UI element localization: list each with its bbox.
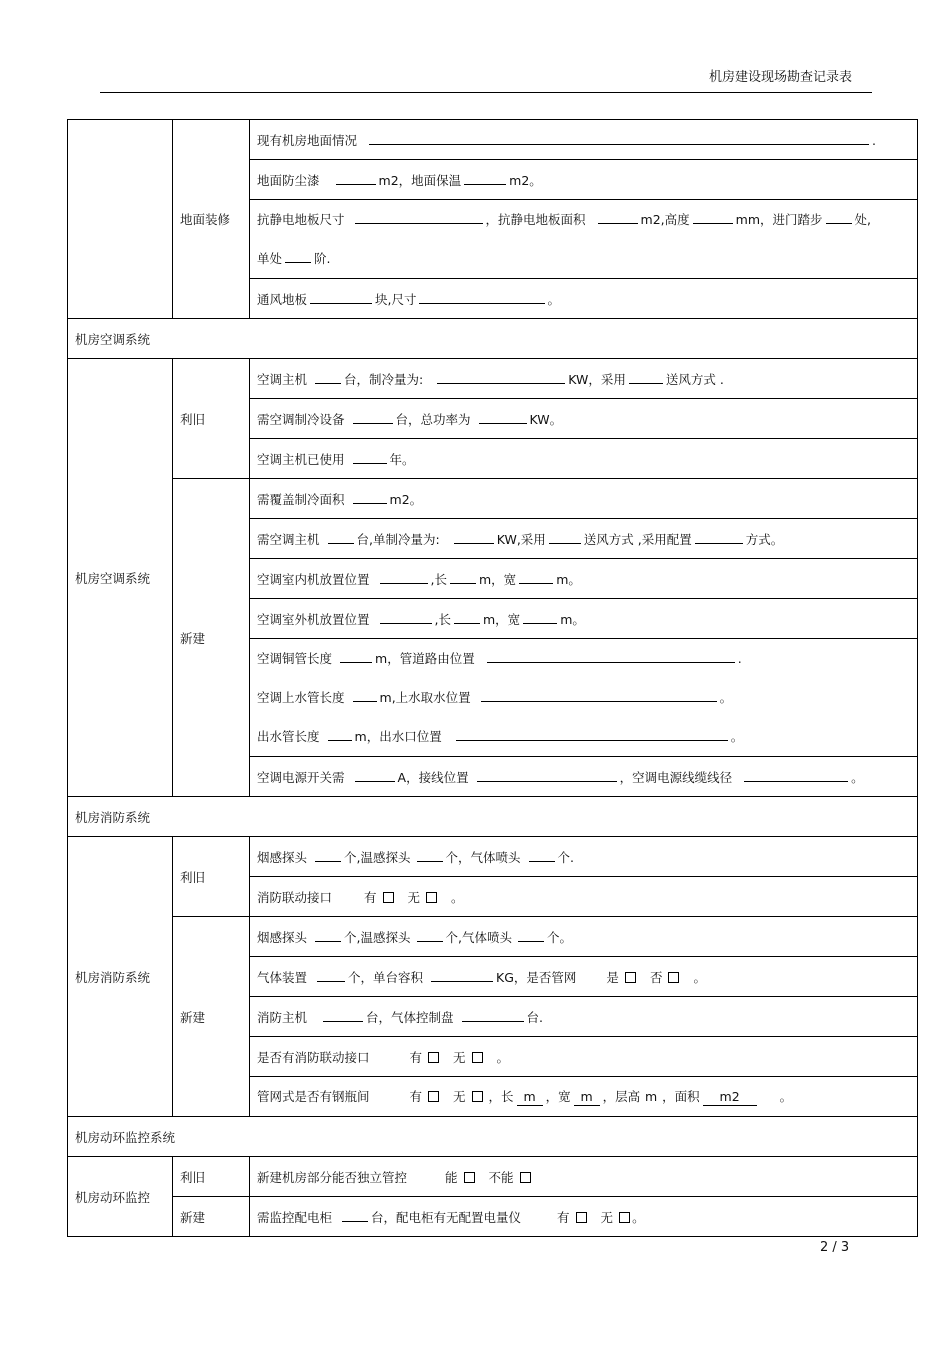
blank-line[interactable] [477, 767, 617, 782]
field-label: ，抗静电地板面积 [485, 212, 586, 227]
option-label: 有 [409, 1089, 423, 1104]
page-number: 2 / 3 [820, 1240, 850, 1255]
blank-line[interactable] [481, 687, 717, 702]
field-label: A，接线位置 [397, 770, 469, 785]
blank-line[interactable] [744, 767, 848, 782]
field-label: 出水管长度 [257, 729, 320, 744]
page-header-title: 机房建设现场勘查记录表 [708, 70, 852, 85]
blank-line[interactable] [529, 847, 555, 862]
field-label: ，宽 [545, 1089, 571, 1104]
blank-line[interactable] [285, 248, 311, 263]
ac-label: 机房空调系统 [68, 359, 173, 797]
no-checkbox[interactable] [668, 972, 679, 983]
section-title-fire: 机房消防系统 [68, 797, 918, 837]
blank-line[interactable] [323, 1007, 363, 1022]
field-label: ,长 [430, 572, 447, 587]
table-row [68, 1157, 918, 1197]
table-row [68, 917, 918, 957]
line [257, 639, 910, 678]
field-label: 。 [547, 292, 561, 307]
option-label: 无 [453, 1049, 466, 1065]
line [257, 239, 910, 278]
blank-line[interactable] [353, 409, 393, 424]
floor-current-field [250, 120, 918, 160]
field-label: 通风地板 [257, 292, 308, 307]
ac-cooling-field [250, 399, 918, 439]
blank-cell [68, 120, 173, 319]
fire-label: 机房消防系统 [68, 837, 173, 1117]
floor-label: 地面装修 [173, 120, 250, 319]
no-checkbox[interactable] [619, 1212, 630, 1223]
field-label: ，空调电源线缆线径 [619, 770, 733, 785]
table-row [68, 1117, 918, 1157]
floor-vent-field [250, 279, 918, 319]
blank-line[interactable] [315, 927, 341, 942]
option-label: 否 [649, 970, 663, 985]
env-label: 机房动环监控 [68, 1157, 173, 1237]
field-label: 消防联动接口 [257, 889, 333, 905]
blank-line[interactable] [417, 847, 443, 862]
field-label: 方式。 [745, 532, 784, 547]
field-label: 需覆盖制冷面积 [257, 492, 345, 507]
field-label: KW,采用 [496, 532, 546, 547]
yes-checkbox[interactable] [625, 972, 636, 983]
table-row [68, 837, 918, 877]
blank-line[interactable] [479, 409, 527, 424]
ac-power-field [250, 757, 918, 797]
field-label: m2，地面保温 [378, 173, 462, 188]
field-label: 。 [496, 1049, 510, 1065]
fire-new-linkage-field [250, 1037, 918, 1077]
ac-area-field [250, 479, 918, 519]
option-label: 无 [407, 889, 421, 905]
unit-label: m [645, 1089, 658, 1104]
blank-line[interactable] [450, 569, 476, 584]
fire-new-label: 新建 [173, 917, 250, 1117]
blank-line[interactable] [695, 529, 743, 544]
field-label: m2。 [389, 492, 423, 507]
blank-line[interactable] [328, 726, 352, 741]
field-label: 年。 [389, 452, 415, 467]
field-label: 空调主机已使用 [257, 452, 345, 467]
field-label: 送风方式 . [665, 372, 724, 387]
blank-line[interactable] [454, 529, 494, 544]
field-label: 空调室外机放置位置 [257, 612, 370, 627]
field-label: m2。 [509, 173, 542, 188]
blank-line[interactable] [431, 967, 493, 982]
field-label: 个,气体喷头 [445, 930, 512, 945]
field-label: 个，气体喷头 [445, 850, 521, 865]
field-label: 空调铜管长度 [257, 651, 333, 666]
field-label: KW，采用 [568, 372, 626, 387]
option-label: 不能 [488, 1169, 514, 1185]
ac-reuse-label: 利旧 [173, 359, 250, 479]
survey-table [67, 119, 918, 1237]
field-label: 气体装置 [257, 970, 308, 985]
blank-line[interactable] [487, 648, 735, 663]
blank-line[interactable] [437, 369, 565, 384]
blank-line[interactable] [328, 529, 354, 544]
field-label: 送风方式 ,采用配置 [583, 532, 692, 547]
field-label: . [737, 651, 742, 666]
option-label: 有 [409, 1049, 423, 1065]
blank-line[interactable] [317, 967, 345, 982]
field-label: 消防主机 [257, 1010, 308, 1025]
field-label: 新建机房部分能否独立管控 [257, 1169, 408, 1185]
field-label: 烟感探头 [257, 930, 308, 945]
field-label: m，宽 [479, 572, 517, 587]
blank-line[interactable] [315, 369, 341, 384]
field-label: 处, [854, 212, 871, 227]
section-title-env: 机房动环监控系统 [68, 1117, 918, 1157]
env-control-field [250, 1157, 918, 1197]
table-row [68, 797, 918, 837]
field-label: 烟感探头 [257, 850, 308, 865]
field-label: 台，制冷量为: [344, 372, 424, 387]
blank-line[interactable] [826, 209, 852, 224]
option-label: 无 [600, 1210, 614, 1225]
env-reuse-label: 利旧 [173, 1157, 250, 1197]
table-row [68, 319, 918, 359]
env-new-label: 新建 [173, 1197, 250, 1237]
field-label: 。 [719, 690, 733, 705]
blank-line[interactable]: m [574, 1089, 600, 1106]
line [257, 717, 910, 756]
field-label: 台. [526, 1010, 544, 1025]
field-label: 台，总功率为 [395, 412, 471, 427]
blank-line[interactable] [342, 1207, 368, 1222]
field-label: 现有机房地面情况 [257, 133, 358, 148]
blank-line[interactable] [519, 569, 553, 584]
ac-host-field [250, 359, 918, 399]
blank-line[interactable] [355, 767, 395, 782]
field-label: 。 [730, 729, 744, 744]
field-label: 空调电源开关需 [257, 770, 345, 785]
blank-line[interactable] [310, 289, 372, 304]
ac-new-label: 新建 [173, 479, 250, 797]
no-checkbox[interactable] [426, 892, 437, 903]
field-label: 空调主机 [257, 372, 308, 387]
field-label: m。 [556, 572, 581, 587]
blank-line[interactable] [353, 687, 377, 702]
blank-line[interactable] [419, 289, 545, 304]
field-label: 台,单制冷量为: [356, 532, 440, 547]
floor-board-field [250, 200, 918, 279]
field-label: 管网式是否有钢瓶间 [257, 1089, 370, 1104]
field-label: 个,温感探头 [344, 930, 411, 945]
field-label: ,长 [434, 612, 451, 627]
option-label: 无 [453, 1089, 466, 1104]
field-label: KG，是否管网 [496, 970, 577, 985]
field-label: 单处 [257, 251, 283, 266]
blank-line[interactable] [549, 529, 581, 544]
blank-line[interactable] [380, 569, 428, 584]
field-label: ，层高 [602, 1089, 641, 1104]
ac-pipe-field [250, 639, 918, 757]
field-label: 阶. [314, 251, 331, 266]
blank-line[interactable] [380, 609, 432, 624]
floor-paint-field [250, 160, 918, 200]
fire-linkage-field [250, 877, 918, 917]
blank-line[interactable] [464, 170, 506, 185]
field-label: ，长 [488, 1089, 514, 1104]
yes-checkbox[interactable] [428, 1052, 439, 1063]
yes-checkbox[interactable] [428, 1091, 439, 1102]
yes-checkbox[interactable] [464, 1172, 475, 1183]
field-label: 空调上水管长度 [257, 690, 345, 705]
ac-years-field [250, 439, 918, 479]
field-label: 。 [851, 770, 864, 785]
ac-outdoor-field [250, 599, 918, 639]
field-label: 台，配电柜有无配置电量仪 [371, 1210, 522, 1225]
field-label: 需监控配电柜 [257, 1210, 333, 1225]
field-label: m,上水取水位置 [379, 690, 471, 705]
field-label: 个,温感探头 [344, 850, 411, 865]
field-label: mm，进门踏步 [735, 212, 823, 227]
fire-new-detector-field [250, 917, 918, 957]
blank-line[interactable] [693, 209, 733, 224]
blank-line[interactable]: m [517, 1089, 543, 1106]
yes-checkbox[interactable] [576, 1212, 587, 1223]
yes-checkbox[interactable] [383, 892, 394, 903]
blank-line[interactable] [417, 927, 443, 942]
blank-line[interactable] [340, 648, 372, 663]
fire-detector-field [250, 837, 918, 877]
field-label: 块,尺寸 [375, 292, 417, 307]
field-label: ，面积 [662, 1089, 700, 1104]
fire-host-field [250, 997, 918, 1037]
field-label: m，出水口位置 [354, 729, 442, 744]
blank-line[interactable] [369, 130, 869, 145]
field-label: m，宽 [483, 612, 521, 627]
line [257, 200, 910, 239]
option-label: 能 [445, 1169, 458, 1185]
blank-line[interactable] [462, 1007, 524, 1022]
option-label: 是 [606, 970, 619, 985]
field-label: 是否有消防联动接口 [257, 1049, 370, 1065]
blank-line[interactable] [336, 170, 376, 185]
field-label: 。 [779, 1089, 793, 1104]
blank-line[interactable] [353, 489, 387, 504]
no-checkbox[interactable] [472, 1091, 483, 1102]
blank-line[interactable] [456, 726, 728, 741]
blank-line[interactable]: m2 [703, 1089, 757, 1106]
field-label: 需空调主机 [257, 532, 320, 547]
env-cabinet-field [250, 1197, 918, 1237]
field-label: 抗静电地板尺寸 [257, 212, 345, 227]
blank-line[interactable] [355, 209, 483, 224]
blank-line[interactable] [315, 847, 341, 862]
field-label: 。 [451, 889, 464, 905]
blank-line[interactable] [454, 609, 480, 624]
page-header [100, 68, 872, 93]
line [257, 678, 910, 717]
field-label: 地面防尘漆 [257, 173, 320, 188]
table-row [68, 359, 918, 399]
field-label: 需空调制冷设备 [257, 412, 345, 427]
field-suffix: . [872, 133, 876, 148]
field-label: 。 [632, 1210, 645, 1225]
no-checkbox[interactable] [472, 1052, 483, 1063]
field-label: 个. [557, 850, 574, 865]
no-checkbox[interactable] [520, 1172, 531, 1183]
field-label: 。 [693, 970, 706, 985]
blank-line[interactable] [598, 209, 638, 224]
option-label: 有 [364, 889, 377, 905]
ac-new-host-field [250, 519, 918, 559]
field-label: 个。 [546, 930, 572, 945]
field-label: 个，单台容积 [348, 970, 424, 985]
fire-gas-field [250, 957, 918, 997]
table-row [68, 479, 918, 519]
blank-line[interactable] [353, 449, 387, 464]
field-label: 空调室内机放置位置 [257, 572, 370, 587]
option-label: 有 [557, 1210, 570, 1225]
field-label: 台，气体控制盘 [366, 1010, 454, 1025]
ac-indoor-field [250, 559, 918, 599]
blank-line[interactable] [518, 927, 544, 942]
table-row [68, 1197, 918, 1237]
field-label: m。 [560, 612, 585, 627]
section-title-ac: 机房空调系统 [68, 319, 918, 359]
field-label: m2,高度 [640, 212, 690, 227]
field-label: m，管道路由位置 [375, 651, 475, 666]
table-row [68, 120, 918, 160]
blank-line[interactable] [523, 609, 557, 624]
field-label: KW。 [529, 412, 563, 427]
fire-cylinder-field [250, 1077, 918, 1117]
blank-line[interactable] [629, 369, 663, 384]
fire-reuse-label: 利旧 [173, 837, 250, 917]
